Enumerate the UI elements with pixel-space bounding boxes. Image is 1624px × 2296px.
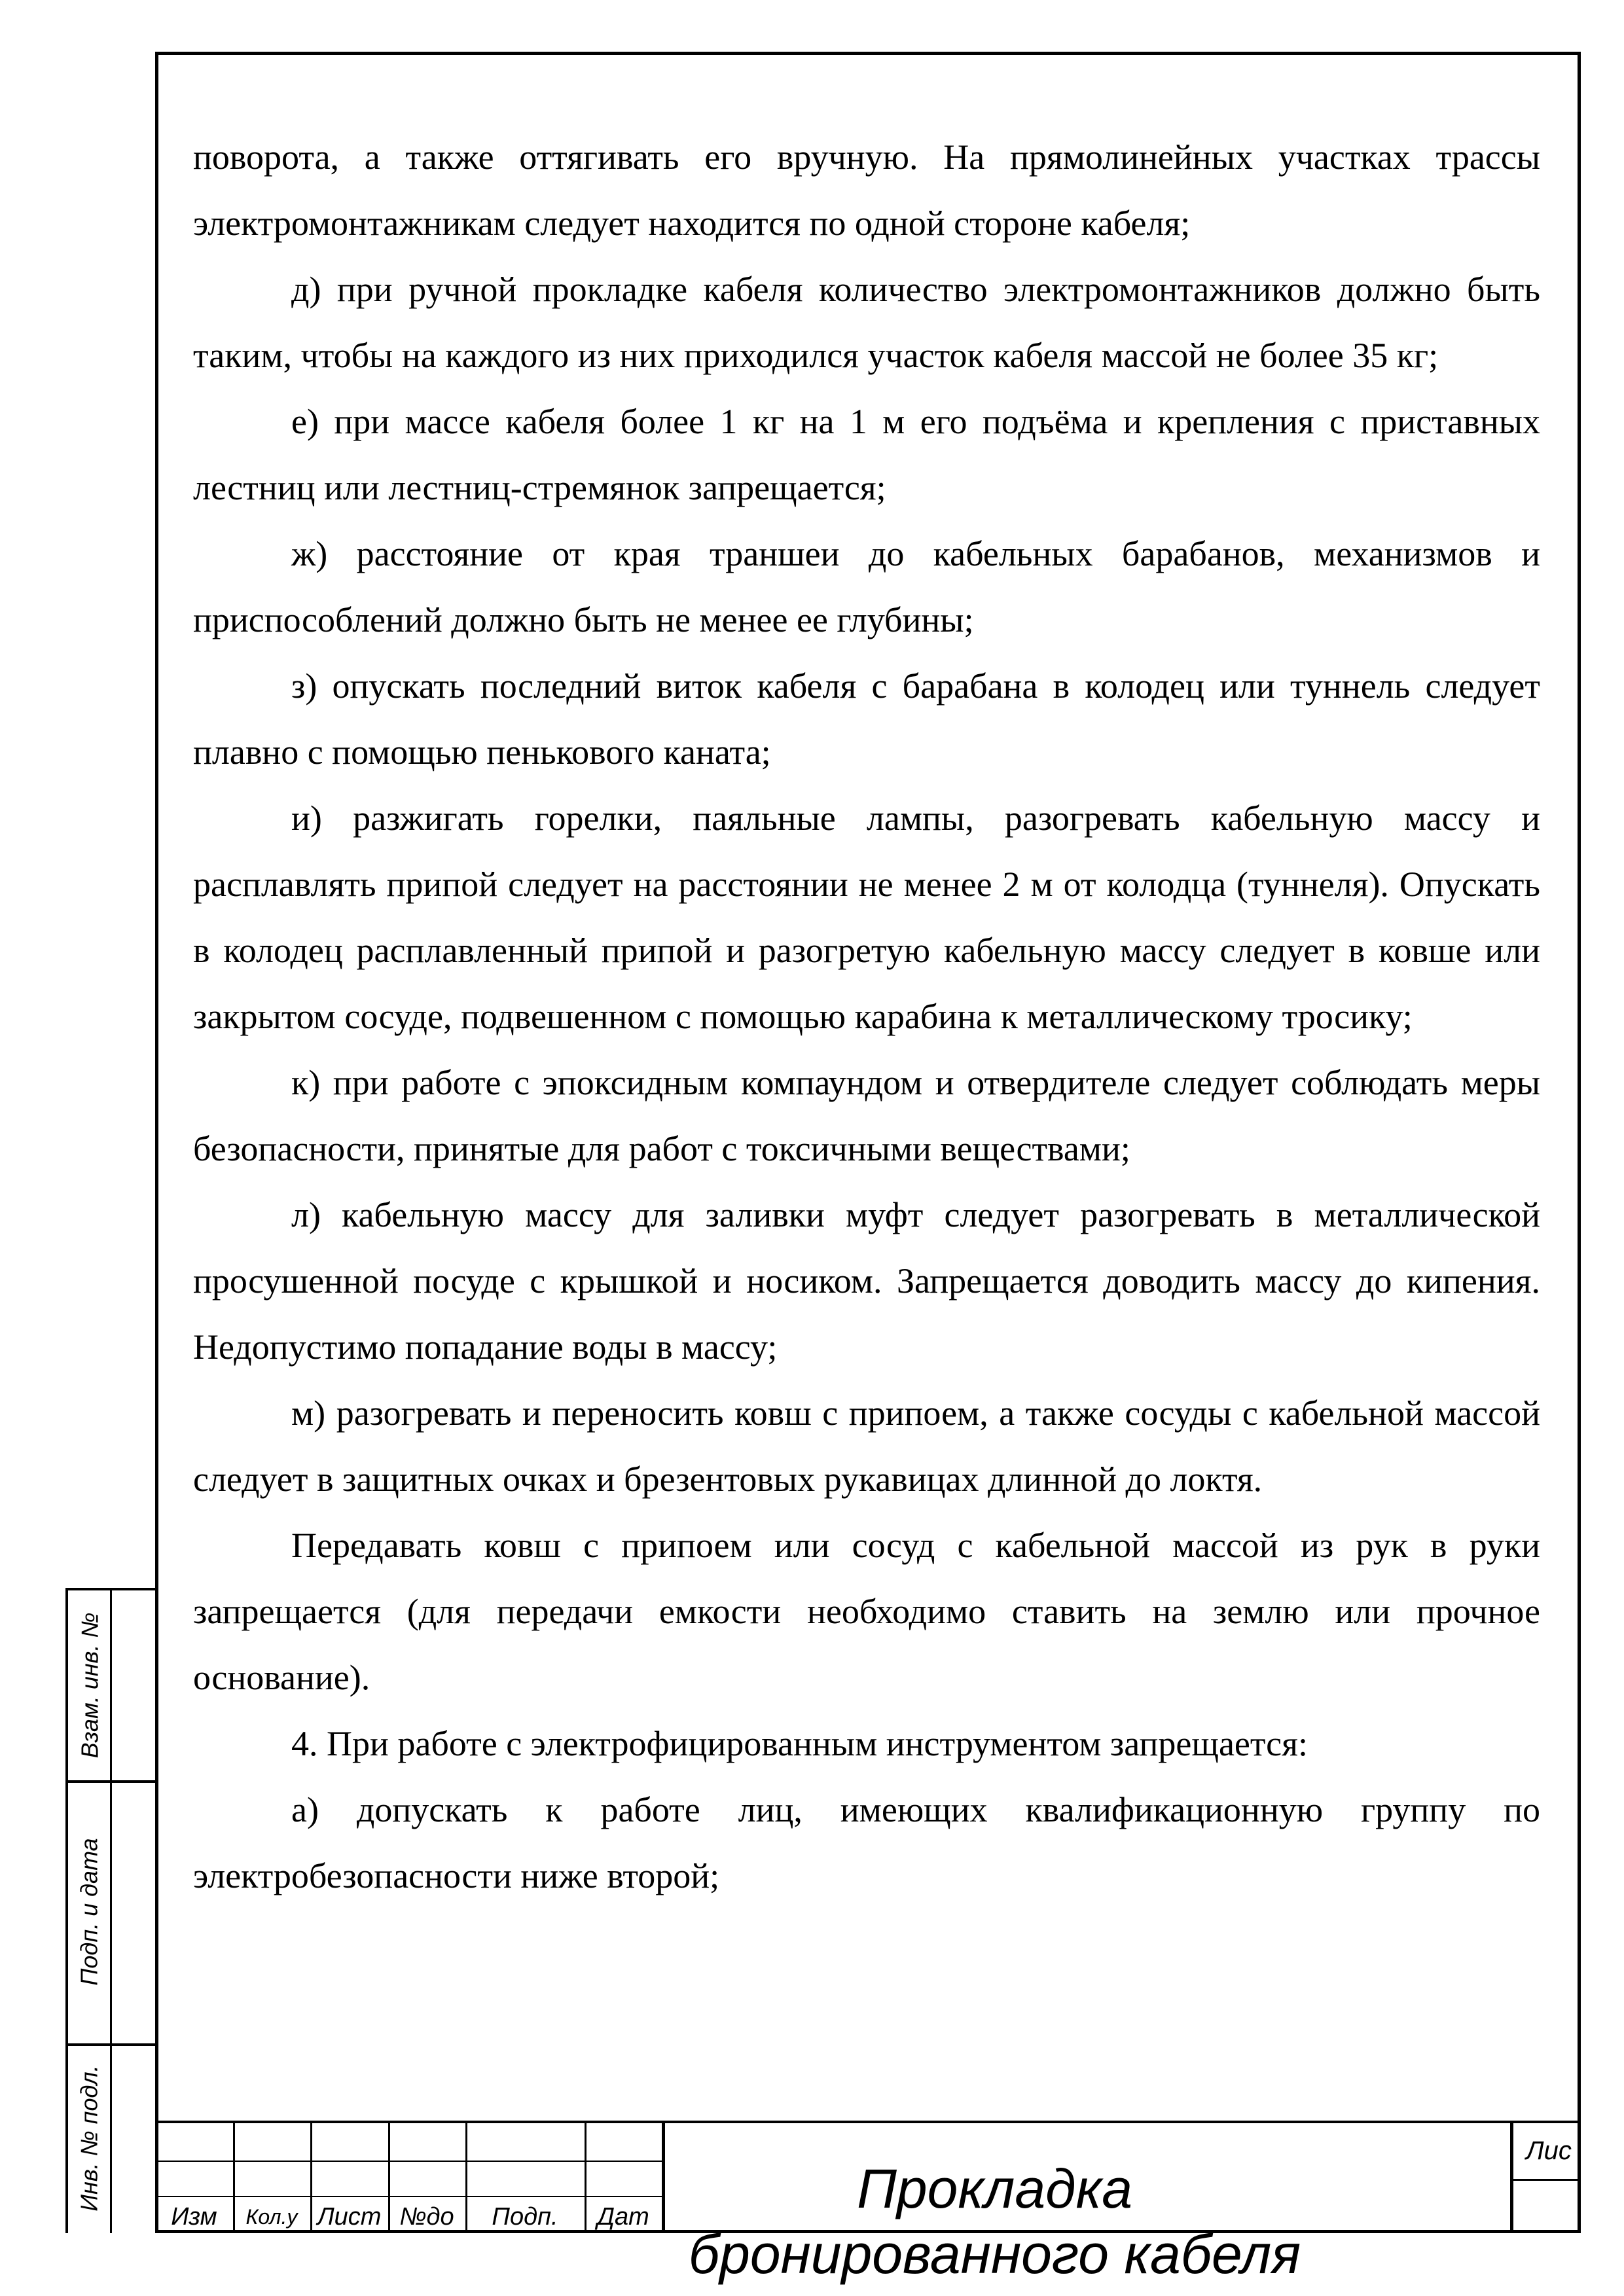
paragraph-continuation: поворота, а также оттягивать его вручную. На прямолинейных участках трассы электромонтажникам следует находится по одной стороне кабеля; [193, 137, 1540, 243]
col-label-podp: Подп. [492, 2202, 558, 2231]
paragraph-item-z: з) опускать последний виток кабеля с барабана в колодец или туннель следует плавно с помощью пенькового каната; [193, 666, 1540, 772]
paragraph-item-i: и) разжигать горелки, паяльные лампы, разогревать кабельную массу и расплавлять припой следует на расстоянии не менее 2 м от колодца (туннеля). Опускать в колодец расплавленный припой и разогретую кабельную массу следует в ковше или закрытом сосуде, подвешенном с помощью карабина к металлическому тросику; [193, 798, 1540, 1036]
col-label-kol: Кол.у [245, 2204, 298, 2229]
paragraph-item-zh: ж) расстояние от края траншеи до кабельных барабанов, механизмов и приспособлений должно быть не менее ее глубины; [193, 534, 1540, 639]
title-block [155, 2121, 1581, 2285]
col-label-data: Дат [597, 2202, 649, 2231]
title-block-col-line [1510, 2123, 1513, 2233]
col-label-izm: Изм [171, 2202, 217, 2231]
paragraph-transfer-ladle: Передавать ковш с припоем или сосуд с кабельной массой из рук в руки запрещается (для передачи емкости необходимо ставить на землю или прочное основание). [193, 1526, 1540, 1697]
title-block-row-line [155, 2161, 663, 2162]
document-body [193, 124, 1540, 1909]
title-block-row-line [155, 2196, 663, 2197]
paragraph-section-4: 4. При работе с электрофицированным инструментом запрещается: [291, 1724, 1308, 1763]
paragraph-item-d: д) при ручной прокладке кабеля количество электромонтажников должно быть таким, чтобы на каждого из них приходился участок кабеля массой не более 35 кг; [193, 270, 1540, 375]
side-strip-divider [110, 1590, 112, 2233]
document-title: Прокладка бронированного кабеля [688, 2158, 1301, 2285]
side-label-sign-date: Подп. и дата [76, 1838, 103, 1986]
paragraph-item-4a: а) допускать к работе лиц, имеющих квалификационную группу по электробезопасности ниже второй; [193, 1790, 1540, 1895]
title-block-col-line [662, 2123, 665, 2233]
col-label-ndoc: №до [399, 2202, 454, 2231]
sheet-cell-line [1510, 2179, 1581, 2181]
paragraph-item-m: м) разогревать и переносить ковш с припоем, а также сосуды с кабельной массой следует в защитных очках и брезентовых рукавицах длинной до локтя. [193, 1393, 1540, 1499]
side-label-inv-original: Инв. № подл. [76, 2065, 103, 2212]
col-label-list: Лист [317, 2202, 382, 2231]
side-stamp-strip [65, 1588, 155, 2233]
paragraph-item-l: л) кабельную массу для заливки муфт следует разогревать в металлической просушенной посуде с крышкой и носиком. Запрещается доводить массу до кипения. Недопустимо попадание воды в массу; [193, 1195, 1540, 1367]
sheet-label: Лис [1526, 2136, 1572, 2165]
side-label-inv-replace: Взам. инв. № [76, 1612, 103, 1759]
paragraph-item-e: е) при массе кабеля более 1 кг на 1 м его подъёма и крепления с приставных лестниц или лестниц-стремянок запрещается; [193, 402, 1540, 507]
paragraph-item-k: к) при работе с эпоксидным компаундом и отвердителе следует соблюдать меры безопасности, принятые для работ с токсичными веществами; [193, 1063, 1540, 1168]
